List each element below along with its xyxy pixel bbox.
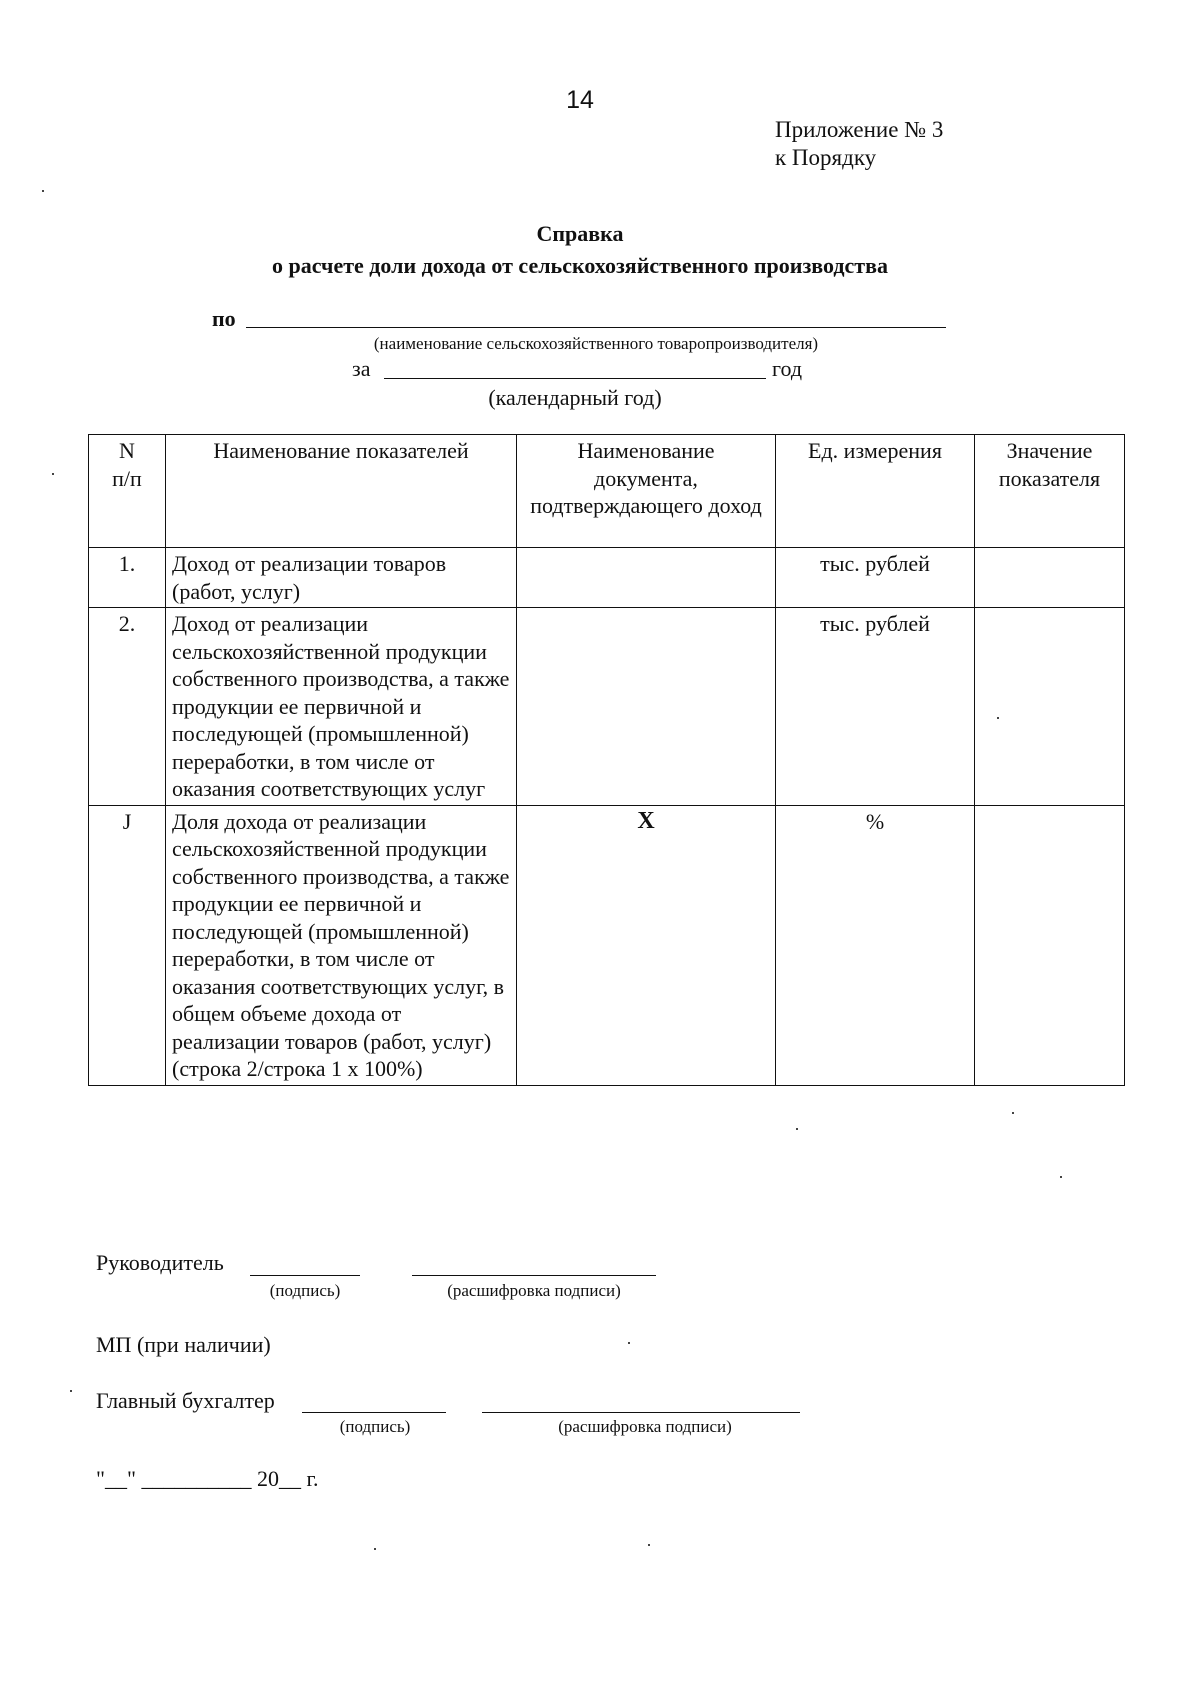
scan-speck — [796, 1128, 798, 1130]
scan-speck — [1012, 1112, 1014, 1114]
scan-speck — [374, 1548, 376, 1550]
accountant-decode-line[interactable] — [482, 1412, 800, 1413]
year-label: год — [772, 356, 803, 381]
date-line: "__" __________ 20__ г. — [96, 1466, 319, 1491]
row-unit: % — [776, 805, 975, 1085]
stamp-label: МП (при наличии) — [96, 1332, 271, 1357]
scan-speck — [1060, 1176, 1062, 1178]
col-header-name: Наименование показателей — [166, 435, 517, 548]
row-value[interactable] — [975, 805, 1125, 1085]
head-decode-caption: (расшифровка подписи) — [447, 1281, 621, 1300]
scan-speck — [648, 1544, 650, 1546]
appendix-line-2: к Порядку — [775, 145, 877, 170]
title-line-1: Справка — [536, 221, 624, 246]
scan-speck — [70, 1390, 72, 1392]
table-header-row — [89, 435, 1125, 548]
col-header-num: N п/п — [89, 435, 166, 548]
appendix-line-1: Приложение № 3 — [775, 117, 944, 142]
row-unit: тыс. рублей — [776, 608, 975, 806]
scan-speck — [997, 717, 999, 719]
row-name: Доход от реализации сельскохозяйственной продукции собственного производства, а также продукции ее первичной и последующей (промышленной) переработки, в том числе от оказания соответствующих услуг — [166, 608, 517, 806]
table-row — [89, 548, 1125, 608]
scan-speck — [628, 1342, 630, 1344]
accountant-decode-caption: (расшифровка подписи) — [558, 1417, 732, 1436]
indicators-table — [88, 434, 1125, 1086]
row-name: Доход от реализации товаров (работ, услуг) — [166, 548, 517, 608]
accountant-sign-caption: (подпись) — [339, 1417, 411, 1436]
row-value[interactable] — [975, 608, 1125, 806]
scan-speck — [42, 190, 44, 192]
col-header-unit: Ед. измерения — [776, 435, 975, 548]
row-unit: тыс. рублей — [776, 548, 975, 608]
table-row — [89, 805, 1125, 1085]
document-title — [0, 218, 1160, 282]
row-name: Доля дохода от реализации сельскохозяйственной продукции собственного производства, а также продукции ее первичной и последующей (промышленной) переработки, в том числе от оказания соответствующих услуг, в общем объеме дохода от реализации товаров (работ, услуг) (строка 2/строка 1 x 100%) — [166, 805, 517, 1085]
row-value[interactable] — [975, 548, 1125, 608]
row-document: X — [517, 805, 776, 1085]
row-num: 2. — [89, 608, 166, 806]
title-line-2: о расчете доли дохода от сельскохозяйственного производства — [272, 253, 888, 278]
year-line[interactable] — [384, 378, 766, 379]
col-header-document: Наименование документа, подтверждающего доход — [517, 435, 776, 548]
head-label: Руководитель — [96, 1250, 224, 1275]
col-header-value: Значение показателя — [975, 435, 1125, 548]
head-sign-caption: (подпись) — [269, 1281, 341, 1300]
accountant-sign-line[interactable] — [302, 1412, 446, 1413]
producer-name-line[interactable] — [246, 327, 946, 328]
producer-name-caption: (наименование сельскохозяйственного товаропроизводителя) — [373, 334, 819, 353]
head-decode-line[interactable] — [412, 1275, 656, 1276]
table-row — [89, 608, 1125, 806]
row-num: J — [89, 805, 166, 1085]
appendix-note — [775, 116, 943, 172]
row-num: 1. — [89, 548, 166, 608]
row-document[interactable] — [517, 608, 776, 806]
za-label: за — [352, 356, 371, 381]
po-label: по — [212, 306, 236, 331]
scan-speck — [52, 473, 54, 475]
head-sign-line[interactable] — [250, 1275, 360, 1276]
page-number: 14 — [566, 86, 594, 114]
year-caption: (календарный год) — [488, 385, 662, 410]
row-document[interactable] — [517, 548, 776, 608]
accountant-label: Главный бухгалтер — [96, 1388, 275, 1413]
